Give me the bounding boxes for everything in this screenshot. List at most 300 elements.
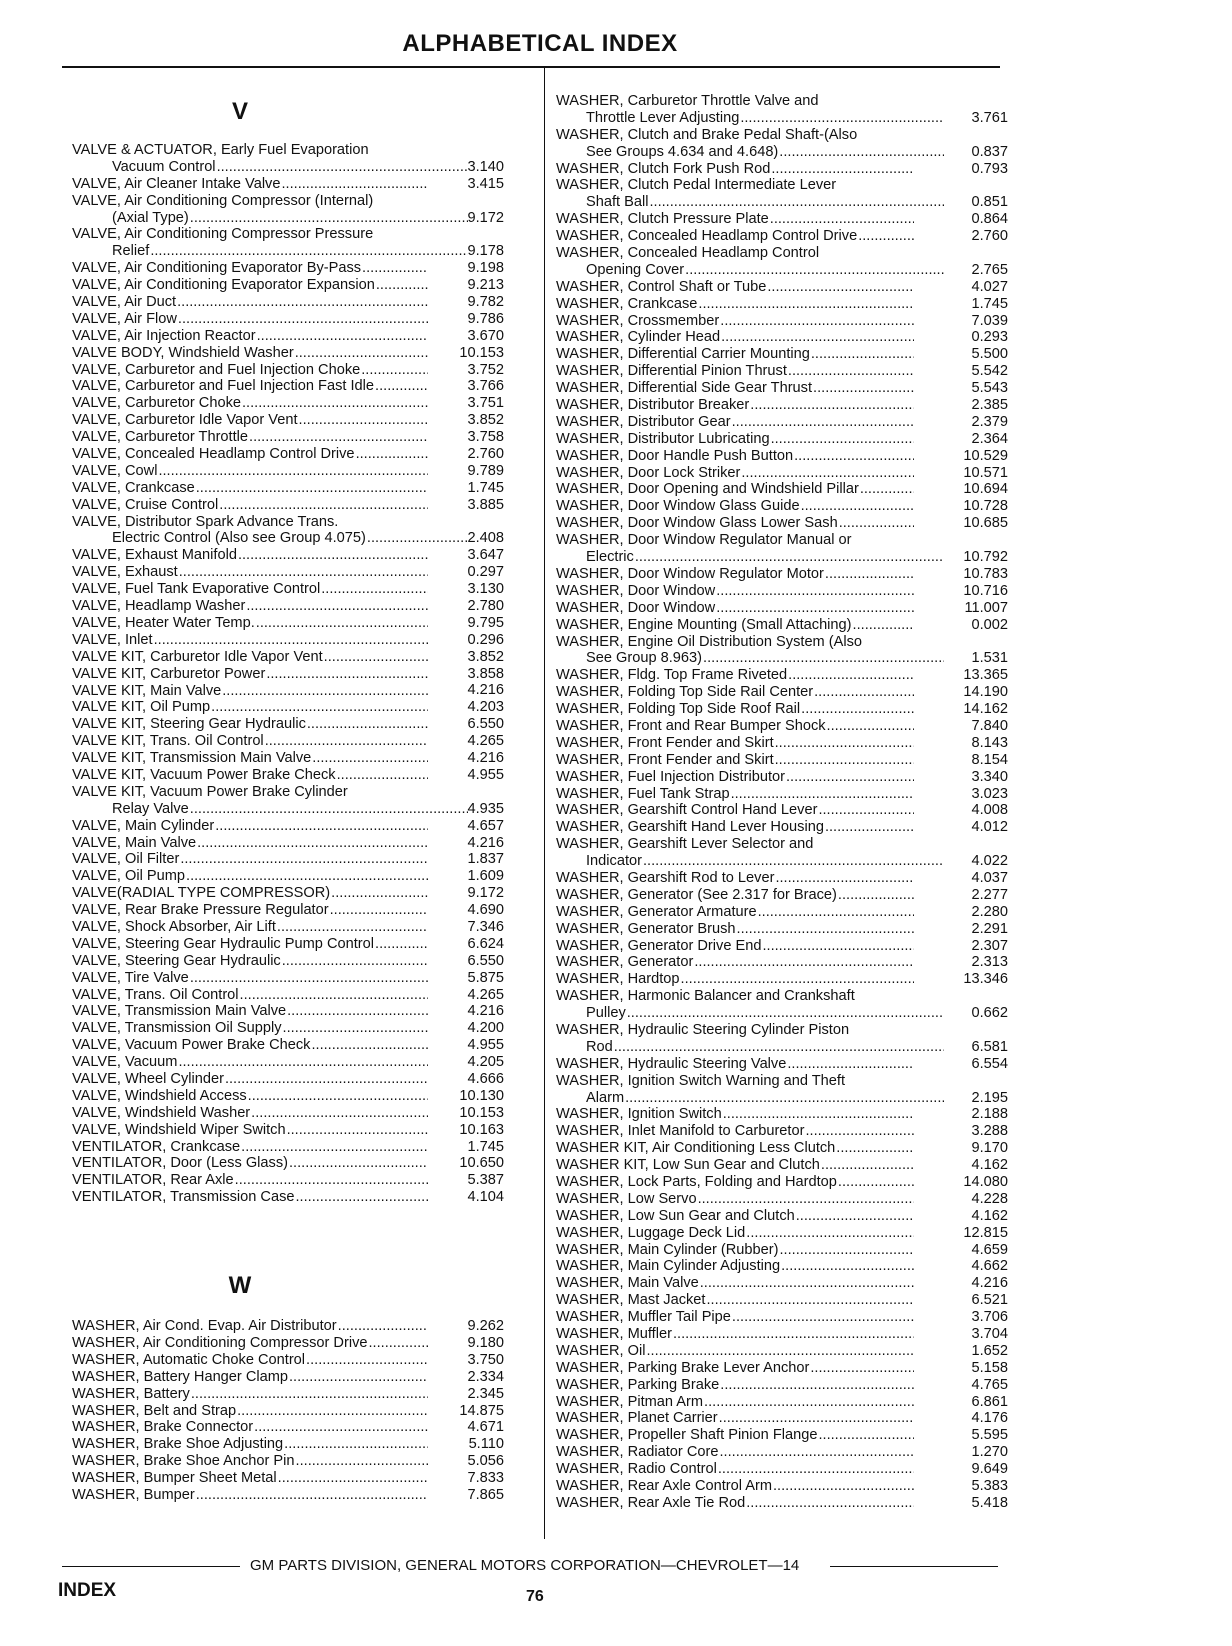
page-ref: 4.162 [971,1207,1008,1224]
leader-dots [287,1003,428,1020]
entry-text: WASHER, Front Fender and Skirt [556,751,774,768]
leader-dots [720,1377,914,1394]
entry-text: WASHER, Oil [556,1342,646,1359]
page-ref: 2.280 [971,903,1008,920]
index-entry [72,919,504,936]
leader-dots [779,1242,914,1259]
leader-dots [758,904,914,921]
entry-text: VALVE, Air Conditioning Evaporator By-Pass [72,260,362,277]
index-entry [72,615,504,632]
page-ref: 10.792 [963,549,1008,566]
index-entry [556,752,1008,769]
leader-dots [775,735,914,752]
leader-dots [299,412,428,429]
entry-text: WASHER, Air Conditioning Compressor Drive [72,1335,368,1351]
page-ref: 3.704 [971,1326,1008,1342]
leader-dots [295,1189,428,1206]
leader-dots [706,1292,914,1309]
page-ref: 8.143 [971,734,1008,751]
page-ref: 3.852 [467,412,504,429]
entry-text: WASHER, Door Window Regulator Motor [556,565,824,582]
page-ref: 4.012 [971,819,1008,836]
page-ref: 13.346 [963,971,1008,988]
entry-text: VALVE, Exhaust Manifold [72,547,237,564]
leader-dots [773,1478,914,1495]
leader-dots [771,161,914,178]
leader-dots [375,936,428,953]
entry-text: VALVE, Carburetor Idle Vapor Vent [72,412,298,429]
entry-text: WASHER, Luggage Deck Lid [556,1224,746,1241]
leader-dots [762,938,914,955]
entry-text: WASHER, Door Window Glass Guide [556,498,800,515]
entry-text: WASHER, Hydraulic Steering Cylinder Piston [556,1021,850,1038]
entry-text: WASHER, Clutch and Brake Pedal Shaft-(Also [556,126,858,143]
page-ref: 3.670 [467,327,504,344]
entry-text: VALVE, Rear Brake Pressure Regulator [72,902,329,919]
leader-dots [775,752,914,769]
entry-text: WASHER, Folding Top Side Rail Center [556,684,814,701]
leader-dots [794,448,914,465]
leader-dots [818,1427,914,1444]
entry-text: WASHER, Cylinder Head [556,329,721,346]
leader-dots [254,1419,428,1436]
index-entry [72,1352,504,1369]
entry-text: VALVE, Tire Valve [72,969,189,986]
leader-dots [222,683,428,700]
entry-text: VALVE BODY, Windshield Washer [72,344,294,361]
index-entry [556,802,1008,819]
leader-dots [825,566,914,583]
leader-dots [375,378,428,395]
page-ref: 2.364 [971,430,1008,447]
entry-text: WASHER, Engine Mounting (Small Attaching) [556,616,852,633]
index-entry [556,1461,1008,1478]
entry-text: Relay Valve [112,800,189,817]
page-ref: 2.291 [971,920,1008,937]
entry-text: WASHER, Gearshift Control Hand Lever [556,802,818,819]
page-ref: 4.659 [971,1241,1008,1258]
page-ref: 10.153 [459,1104,504,1121]
leader-dots [281,176,428,193]
leader-dots [703,650,944,667]
entry-text: WASHER, Battery Hanger Clamp [72,1368,288,1385]
leader-dots [356,446,428,463]
leader-dots [700,1275,914,1292]
leader-dots [306,1352,428,1369]
page-ref: 2.765 [971,261,1008,278]
entry-text: VALVE, Air Flow [72,310,177,327]
leader-dots [731,786,914,803]
leader-dots [249,429,428,446]
leader-dots [337,767,428,784]
page-ref: 1.745 [467,1138,504,1155]
entry-text: VALVE, Wheel Cylinder [72,1070,224,1087]
index-entry [556,684,1008,701]
page-ref: 2.385 [971,397,1008,414]
entry-text: VALVE, Crankcase [72,479,195,496]
leader-dots [238,547,428,564]
index-entry [556,228,1008,245]
page-ref: 3.706 [971,1309,1008,1326]
leader-dots [211,699,428,716]
entry-text: WASHER, Automatic Choke Control [72,1351,306,1368]
leader-dots [781,1258,914,1275]
page-ref: 14.080 [963,1173,1008,1190]
leader-dots [186,868,428,885]
index-entry [72,1088,504,1105]
index-entry [556,346,1008,363]
index-entry [556,1106,1008,1123]
index-entry [556,1191,1008,1208]
leader-dots [813,380,914,397]
page-ref: 12.815 [963,1224,1008,1241]
leader-dots [154,632,428,649]
entry-text: WASHER, Door Window [556,582,716,599]
entry-text: WASHER, Clutch Fork Push Rod [556,160,771,177]
leader-dots [814,684,914,701]
entry-text: Rod [586,1038,613,1055]
page-ref: 13.365 [963,667,1008,684]
page-ref: 5.543 [971,380,1008,397]
leader-dots [788,363,914,380]
index-entry [556,380,1008,397]
page-ref: 10.529 [963,447,1008,464]
index-entry [556,431,1008,448]
index-entry [556,1208,1008,1225]
page-ref: 4.216 [467,682,504,699]
page-ref: 9.789 [467,462,504,479]
index-entry [556,786,1008,803]
page-ref: 4.022 [971,853,1008,870]
leader-dots [240,987,428,1004]
entry-text: WASHER, Air Cond. Evap. Air Distributor [72,1318,337,1335]
entry-text: VALVE, Concealed Headlamp Control Drive [72,446,355,463]
leader-dots [368,1335,428,1352]
entry-text: WASHER, Muffler [556,1326,672,1343]
page-ref: 4.657 [467,817,504,834]
entry-text: VALVE KIT, Main Valve [72,682,222,699]
leader-dots [180,851,428,868]
index-entry [72,1122,504,1139]
index-entry [556,836,1008,870]
page-ref: 4.205 [467,1054,504,1071]
entry-text: VALVE, Oil Filter [72,851,180,868]
index-entry [556,1427,1008,1444]
page-ref: 6.521 [971,1292,1008,1309]
index-entry [72,683,504,700]
entry-text: WASHER, Bumper Sheet Metal [72,1470,277,1487]
leader-dots [771,431,914,448]
page-ref: 9.213 [467,277,504,294]
leader-dots [787,1056,914,1073]
page-ref: 6.624 [467,935,504,952]
leader-dots [196,1487,428,1504]
index-entry [72,851,504,868]
entry-text: Pulley [586,1005,626,1022]
leader-dots [331,885,428,902]
page-ref: 4.203 [467,699,504,716]
leader-dots [681,971,914,988]
index-entry [72,446,504,463]
index-entry [556,718,1008,735]
index-entry [556,177,1008,211]
leader-dots [625,1090,944,1107]
page-ref: 0.296 [467,631,504,648]
index-entry [72,193,504,227]
leader-dots [779,144,944,161]
leader-dots [821,1157,914,1174]
page-ref: 9.795 [467,614,504,631]
page-ref: 4.265 [467,733,504,750]
index-entry [556,329,1008,346]
entry-text: Relief [112,243,150,260]
index-entry [556,1394,1008,1411]
leader-dots [770,211,914,228]
leader-dots [282,953,428,970]
index-entry [72,277,504,294]
leader-dots [858,228,914,245]
index-entry [72,463,504,480]
entry-text: VALVE, Transmission Main Valve [72,1003,287,1020]
index-entry [556,954,1008,971]
index-entry [72,564,504,581]
entry-text: WASHER, Parking Brake Lever Anchor [556,1359,810,1376]
index-entry [556,904,1008,921]
page-ref: 11.007 [964,599,1008,616]
leader-dots [786,769,914,786]
leader-dots [716,600,914,617]
column-divider [544,67,545,1539]
entry-text: WASHER, Folding Top Side Roof Rail [556,701,801,718]
index-entry [556,1343,1008,1360]
entry-text: WASHER, Generator Drive End [556,937,762,954]
entry-text: Vacuum Control [112,158,216,175]
entry-text: WASHER, Door Opening and Windshield Pillar [556,481,859,498]
page-ref: 10.694 [963,481,1008,498]
entry-text: WASHER, Distributor Gear [556,413,731,430]
page-ref: 10.728 [963,498,1008,515]
index-entry [72,835,504,852]
leader-dots [362,260,428,277]
page-ref: 5.056 [467,1453,504,1470]
leader-dots [775,870,914,887]
page-ref: 4.176 [971,1410,1008,1427]
entry-text: WASHER, Fuel Injection Distributor [556,768,785,785]
entry-text: See Group 8.963) [586,650,703,667]
page-ref: 9.786 [467,310,504,327]
page-ref: 7.840 [971,717,1008,734]
entry-text: WASHER, Concealed Headlamp Control Drive [556,228,858,245]
leader-dots [219,497,428,514]
index-entry [556,971,1008,988]
index-entry [72,818,504,835]
leader-dots [788,667,914,684]
page-ref: 9.172 [467,885,504,902]
leader-dots [237,1403,428,1420]
entry-text: VALVE, Shock Absorber, Air Lift [72,918,276,935]
leader-dots [256,615,428,632]
index-entry [556,1073,1008,1107]
index-entry [556,532,1008,566]
entry-text: WASHER, Generator Armature [556,903,757,920]
entry-text: WASHER, Fldg. Top Frame Riveted [556,667,788,684]
index-entry [556,634,1008,668]
index-entry [72,970,504,987]
page-ref: 0.662 [971,1005,1008,1022]
page-ref: 3.140 [467,158,504,175]
leader-dots [311,1037,428,1054]
entry-text: WASHER KIT, Air Conditioning Less Clutch [556,1140,836,1157]
index-entry [72,226,504,260]
page-ref: 4.162 [971,1157,1008,1174]
page-ref: 3.766 [467,378,504,395]
entry-text: VALVE KIT, Steering Gear Hydraulic [72,716,306,733]
index-entry [556,515,1008,532]
entry-text: WASHER, Generator (See 2.317 for Brace) [556,886,837,903]
leader-dots [694,954,914,971]
page-ref: 3.340 [971,768,1008,785]
entry-text: VALVE, Windshield Wiper Switch [72,1121,286,1138]
index-entry [556,1377,1008,1394]
page-ref: 1.837 [467,851,504,868]
entry-text: WASHER, Engine Oil Distribution System (Also [556,633,863,650]
entry-text: VALVE, Air Injection Reactor [72,327,256,344]
leader-dots [338,1318,428,1335]
leader-dots [235,1172,428,1189]
index-entry [556,1242,1008,1259]
leader-dots [646,1343,914,1360]
index-entry [72,480,504,497]
page-ref: 4.200 [467,1020,504,1037]
entry-text: VALVE, Air Duct [72,294,177,311]
entry-text: WASHER, Propeller Shaft Pinion Flange [556,1427,818,1444]
leader-dots [732,1309,914,1326]
index-entry [556,296,1008,313]
entry-text: WASHER, Rear Axle Tie Rod [556,1494,746,1511]
index-entry [72,936,504,953]
leader-dots [719,1444,914,1461]
entry-text: WASHER, Low Servo [556,1190,697,1207]
index-entry [556,414,1008,431]
page-ref: 6.581 [971,1038,1008,1055]
leader-dots [190,801,468,818]
section-label: INDEX [58,1580,117,1601]
entry-text: WASHER, Lock Parts, Folding and Hardtop [556,1174,837,1190]
entry-text: VALVE, Inlet [72,631,153,648]
page-ref: 2.379 [971,413,1008,430]
index-entry [556,1022,1008,1056]
page-ref: 4.037 [971,869,1008,886]
entry-text: WASHER, Clutch Pedal Intermediate Lever [556,177,837,194]
page-ref: 9.262 [467,1318,504,1335]
page-ref: 1.531 [971,650,1008,667]
leader-dots [685,262,944,279]
entry-text: VALVE, Vacuum [72,1054,178,1071]
page-ref: 4.027 [971,278,1008,295]
entry-text: WASHER, Generator Brush [556,920,736,937]
entry-text: WASHER, Brake Shoe Adjusting [72,1436,284,1453]
entry-text: (Axial Type) [112,209,189,226]
index-entry [556,667,1008,684]
page-ref: 2.334 [467,1368,504,1385]
entry-text: WASHER, Main Valve [556,1275,699,1292]
page-ref: 4.935 [467,800,504,817]
entry-text: WASHER, Differential Side Gear Thrust [556,380,813,397]
entry-text: WASHER, Main Cylinder (Rubber) [556,1241,779,1258]
leader-dots [719,1410,914,1427]
entry-text: WASHER, Distributor Lubricating [556,430,770,447]
entry-text: VALVE, Main Valve [72,834,197,851]
w-entries-left [72,1318,504,1504]
leader-dots [196,480,428,497]
leader-dots [825,819,914,836]
entry-text: VALVE KIT, Transmission Main Valve [72,750,312,767]
page-ref: 4.690 [467,902,504,919]
index-entry [72,1335,504,1352]
page-ref: 5.158 [971,1359,1008,1376]
leader-dots [241,1139,428,1156]
index-entry [72,632,504,649]
entry-text: WASHER, Inlet Manifold to Carburetor [556,1123,805,1140]
entry-text: VALVE, Windshield Washer [72,1104,251,1121]
entry-text: WASHER, Gearshift Rod to Lever [556,869,775,886]
index-entry [556,583,1008,600]
page-ref: 7.833 [467,1470,504,1487]
leader-dots [257,328,428,345]
entry-text: VALVE KIT, Oil Pump [72,699,211,716]
leader-dots [721,329,914,346]
index-entry [556,1123,1008,1140]
entry-text: VALVE, Carburetor and Fuel Injection Fast Idle [72,378,375,395]
page-ref: 6.554 [971,1055,1008,1072]
leader-dots [673,1326,914,1343]
entry-text: WASHER, Harmonic Balancer and Crankshaft [556,988,855,1005]
index-entry [556,161,1008,178]
page-ref: 0.837 [971,143,1008,160]
index-entry [72,598,504,615]
index-entry [72,294,504,311]
index-entry [556,481,1008,498]
entry-text: Indicator [586,853,642,870]
index-entry [72,733,504,750]
index-entry [556,1495,1008,1512]
entry-text: VALVE, Air Cleaner Intake Valve [72,175,281,192]
entry-text: WASHER, Differential Carrier Mounting [556,346,810,363]
index-entry [72,1003,504,1020]
leader-dots [737,921,914,938]
entry-text: VALVE & ACTUATOR, Early Fuel Evaporation [72,142,369,158]
entry-text: WASHER, Muffler Tail Pipe [556,1309,731,1326]
page-ref: 2.313 [971,954,1008,971]
leader-dots [838,1174,914,1191]
entry-text: VALVE KIT, Vacuum Power Brake Check [72,766,336,783]
page-ref: 2.188 [971,1106,1008,1123]
right-column [556,93,1008,1512]
leader-dots [811,346,914,363]
leader-dots [720,313,914,330]
page-ref: 5.387 [467,1172,504,1189]
page-ref: 3.885 [467,496,504,513]
index-entry [556,279,1008,296]
entry-text: WASHER, Bumper [72,1487,195,1504]
index-entry [556,566,1008,583]
entry-text: Alarm [586,1089,625,1106]
leader-dots [767,279,914,296]
page-ref: 0.851 [971,194,1008,211]
index-entry [556,769,1008,786]
page-ref: 4.216 [467,1003,504,1020]
page-ref: 7.346 [467,918,504,935]
